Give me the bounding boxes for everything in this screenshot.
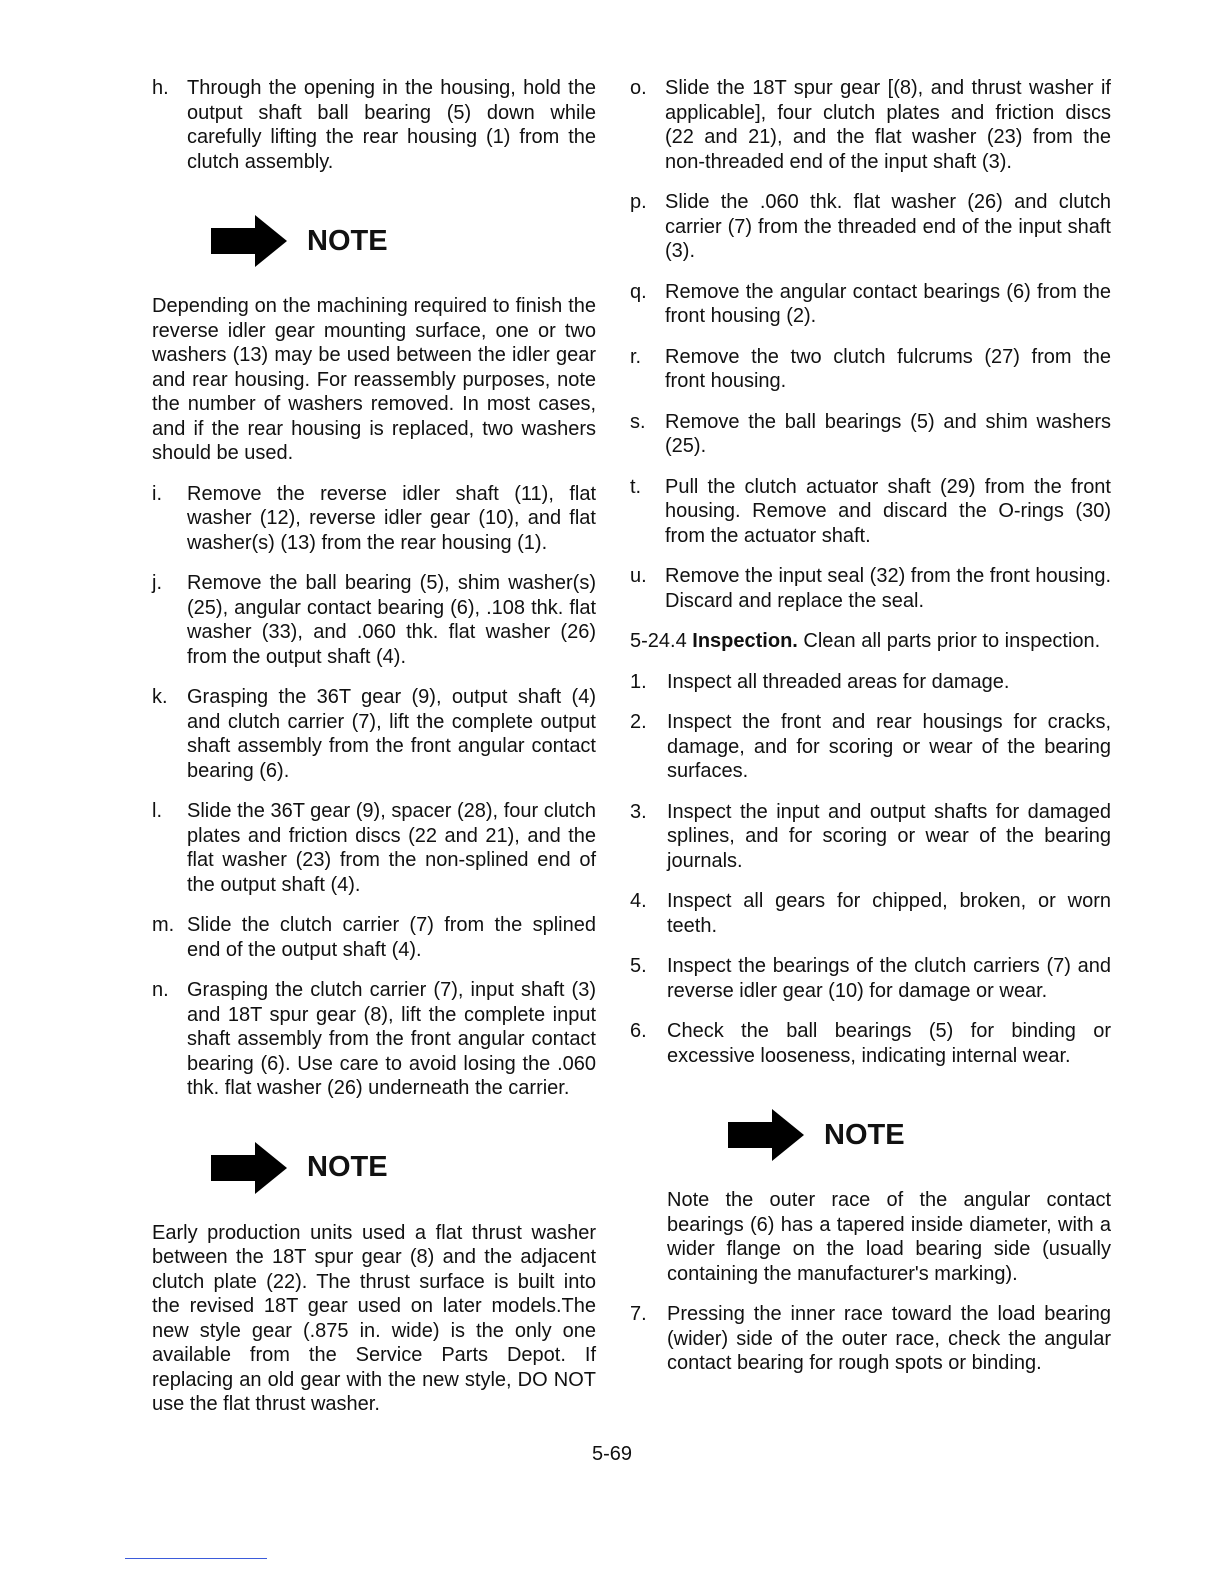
step-label: o. [630, 77, 647, 99]
note-heading-2 [211, 1139, 596, 1197]
page-number: 5-69 [591, 1443, 633, 1465]
step-text: Grasping the 36T gear (9), output shaft (4) and clutch carrier (7), lift the complete output shaft assembly from the front angular contact bearing (6). [187, 686, 596, 782]
step-label: m. [152, 914, 175, 936]
step-text: Remove the two clutch fulcrums (27) from the front housing. [665, 345, 1111, 392]
step-p [630, 190, 1111, 264]
step-k [152, 685, 596, 783]
step-text: Remove the reverse idler shaft (11), flat washer (12), reverse idler gear (10), and flat washer(s) (13) from the rear housing (1). [187, 482, 596, 554]
step-text: Slide the clutch carrier (7) from the splined end of the output shaft (4). [187, 914, 596, 961]
footer-rule [125, 1558, 267, 1559]
step-text: Remove the angular contact bearings (6) from the front housing (2). [665, 280, 1111, 327]
inspect-step-1 [630, 670, 1111, 695]
arrow-right-icon [211, 215, 287, 267]
step-text: Check the ball bearings (5) for binding or excessive looseness, indicating internal wear. [667, 1020, 1111, 1067]
step-label: q. [630, 280, 647, 303]
step-m [152, 913, 596, 962]
step-text: Grasping the clutch carrier (7), input shaft (3) and 18T spur gear (8), lift the complete input shaft assembly from the front angular contact bearing (6). Use care to avoid losing the .060 thk. flat washer (26) underneath the carrier. [187, 979, 596, 1099]
step-text: Slide the 36T gear (9), spacer (28), four clutch plates and friction discs (22 and 21), and the flat washer (23) from the non-splined end of the output shaft (4). [187, 800, 596, 896]
step-label: 2. [630, 711, 647, 733]
step-label: i. [152, 482, 162, 505]
right-column [630, 76, 1111, 1392]
arrow-right-icon [728, 1109, 804, 1161]
note-title: NOTE [824, 1118, 905, 1151]
step-label: s. [630, 410, 646, 433]
step-text: Remove the input seal (32) from the front housing. Discard and replace the seal. [665, 565, 1111, 612]
step-text: Inspect the front and rear housings for cracks, damage, and for scoring or wear of the bearing surfaces. [667, 711, 1111, 782]
step-text: Slide the 18T spur gear [(8), and thrust washer if applicable], four clutch plates and friction discs (22 and 21), and the flat washer (23) from the non-threaded end of the input shaft (3). [665, 77, 1111, 173]
arrow-right-icon [211, 1142, 287, 1194]
step-i [152, 482, 596, 556]
inspect-step-6 [630, 1019, 1111, 1068]
note-heading-3 [728, 1106, 1111, 1164]
step-text: Pressing the inner race toward the load bearing (wider) side of the outer race, check the angular contact bearing for rough spots or binding. [667, 1303, 1111, 1374]
step-label: 3. [630, 800, 647, 823]
step-text: Inspect the bearings of the clutch carriers (7) and reverse idler gear (10) for damage or wear. [667, 955, 1111, 1002]
section-number: 5-24.4 [630, 630, 687, 652]
step-label: t. [630, 475, 642, 498]
inspect-step-7 [630, 1302, 1111, 1376]
step-text: Remove the ball bearings (5) and shim washers (25). [665, 410, 1111, 457]
step-text: Inspect the input and output shafts for damaged splines, and for scoring or wear of the bearing journals. [667, 800, 1111, 872]
note-text-1: Depending on the machining required to finish the reverse idler gear mounting surface, one or two washers (13) may be used between the idler gear and rear housing. For reassembly purposes, note the number of washers removed. In most cases, and if the rear housing is replaced, two washers should be used. [152, 295, 596, 464]
section-title: Inspection. [692, 630, 798, 652]
left-column [152, 76, 596, 1433]
inspection-heading [630, 629, 1111, 654]
step-n [152, 978, 596, 1101]
inspect-step-3 [630, 800, 1111, 874]
step-label: 5. [630, 955, 647, 977]
step-label: 1. [630, 670, 647, 693]
step-text: Pull the clutch actuator shaft (29) from the front housing. Remove and discard the O-rings (30) from the actuator shaft. [665, 475, 1111, 547]
step-j [152, 571, 596, 669]
step-t [630, 475, 1111, 549]
step-label: u. [630, 565, 647, 587]
step-u [630, 564, 1111, 613]
inspect-step-2 [630, 710, 1111, 784]
step-o [630, 76, 1111, 174]
inspect-step-5 [630, 954, 1111, 1003]
note-heading-1 [211, 212, 596, 270]
step-label: j. [152, 572, 162, 594]
step-label: k. [152, 686, 168, 708]
step-text: Through the opening in the housing, hold the output shaft ball bearing (5) down while carefully lifting the rear housing (1) from the clutch assembly. [187, 77, 596, 173]
section-text: Clean all parts prior to inspection. [803, 630, 1101, 652]
note-title: NOTE [307, 224, 388, 257]
inspect-step-4 [630, 889, 1111, 938]
step-label: h. [152, 77, 169, 99]
step-label: l. [152, 800, 162, 822]
step-r [630, 345, 1111, 394]
step-text: Slide the .060 thk. flat washer (26) and clutch carrier (7) from the threaded end of the input shaft (3). [665, 191, 1111, 262]
note-title: NOTE [307, 1151, 388, 1184]
step-label: 4. [630, 890, 647, 912]
step-s [630, 410, 1111, 459]
note-text-3: Note the outer race of the angular contact bearings (6) has a tapered inside diameter, with a wider flange on the load bearing side (usually containing the manufacturer's marking). [667, 1189, 1111, 1285]
step-text: Inspect all threaded areas for damage. [667, 670, 1010, 693]
step-text: Remove the ball bearing (5), shim washer(s) (25), angular contact bearing (6), .108 thk. flat washer (33), and .060 thk. flat washer (26) from the output shaft (4). [187, 572, 596, 668]
step-label: n. [152, 979, 169, 1001]
note-text-2: Early production units used a flat thrust washer between the 18T spur gear (8) and the adjacent clutch plate (22). The thrust surface is built into the revised 18T gear used on later models.The new style gear (.875 in. wide) is the only one available from the Service Parts Depot. If replacing an old gear with the new style, DO NOT use the flat thrust washer. [152, 1221, 596, 1415]
step-label: p. [630, 191, 647, 213]
step-l [152, 799, 596, 897]
step-text: Inspect all gears for chipped, broken, or worn teeth. [667, 890, 1111, 937]
step-label: r. [630, 345, 642, 368]
step-label: 6. [630, 1020, 647, 1042]
step-q [630, 280, 1111, 329]
step-h [152, 76, 596, 174]
step-label: 7. [630, 1303, 647, 1325]
